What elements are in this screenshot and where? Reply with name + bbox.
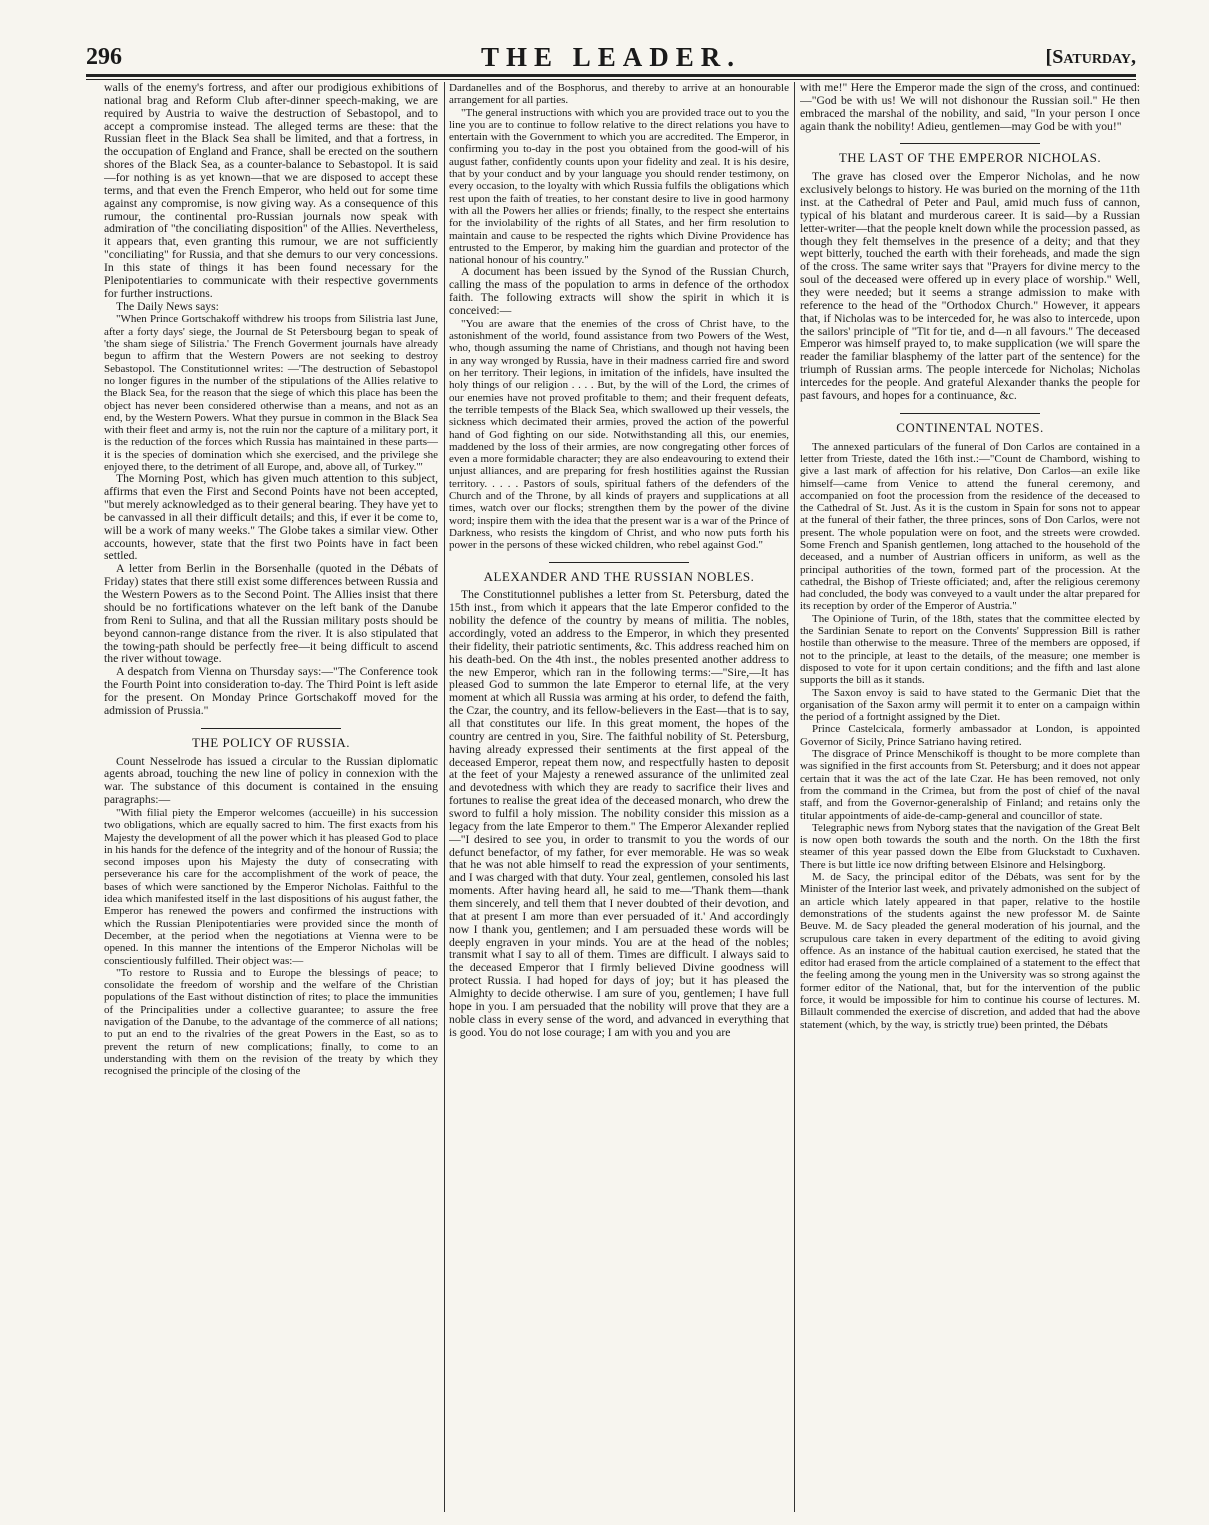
quoted-paragraph: "When Prince Gortschakoff withdrew his troops from Silistria last June, after a forty days' siege, the Journal de St Petersbourg began to speak of 'the sham siege of Silistria.' The French Goverment journals have already begun to affirm that the Western Powers are not seeking to destroy Sebastopol. The Constitutionnel writes: —'The destruction of Sebastopol no longer figures in the number of the stipulations of the Allies relative to the Black Sea, for the reason that the siege of which this place has been the object has never been considered otherwise than a means, and not as an end, by the Western Powers. What they pursue in common in the Black Sea with their fleet and army is, not the ruin nor the capture of a military port, it is the reduction of the forces which Russia has maintained in these parts—it is the species of domination which she exercised, and the privilege she enjoyed there, to the detriment of all Europe, and, above all, of Turkey.'": [104, 313, 438, 474]
section-rule: [900, 413, 1040, 414]
paragraph: Prince Castelcicala, formerly ambassador at London, is appointed Governor of Sicily, Prince Satriano having retired.: [800, 723, 1140, 748]
quoted-paragraph: "The general instructions with which you are provided trace out to you the line you are to continue to follow relative to the direct relations you have to entertain with the Government to which you are accredited. The Emperor, in confirming you to-day in the post you obtained from the good-will of his august father, confidently counts upon your fidelity and zeal. It is his desire, that by your conduct and by your language you should render testimony, on every occasion, to the loyalty with which Russia fulfils the obligations which rest upon the faith of treaties, to her constant desire to live in good harmony with all the Powers her allies or friends; finally, to the respect she entertains for the inviolability of the rights of all States, and her firm resolution to maintain and cause to be respected the rights which Divine Providence has entrusted to the Emperor, by making him the guardian and protector of the national honour of his country.": [449, 106, 789, 267]
paragraph: The Opinione of Turin, of the 18th, states that the committee elected by the Sardinian Senate to report on the Convents' Suppression Bill is rather hostile than otherwise to the measure. Three of the members are opposed, if not to the principle, at least to the details, of the measure; one member is disposed to vote for it upon certain conditions; and the fifth and last alone supports the bill as it stands.: [800, 612, 1140, 687]
quoted-paragraph: "To restore to Russia and to Europe the blessings of peace; to consolidate the freedom of worship and the welfare of the Christian populations of the East without distinction of rites; to place the immunities of the Principalities under a collective guarantee; to assure the free navigation of the Danube, to the advantage of the commerce of all nations; to put an end to the rivalries of the great Powers in the East, so as to prevent the return of new complications; finally, to come to an understanding with them on the revision of the treaty by which they recognised the principle of the closing of the: [104, 966, 438, 1078]
paragraph: A letter from Berlin in the Borsenhalle (quoted in the Débats of Friday) states that there still exist some differences between Russia and the Western Powers as to the Second Point. The Allies insist that there should be no fortifications whatever on the left bank of the Danube from Reni to Sulina, and that all the Russian military posts should be beyond cannon-range distance from the river. It is also stipulated that the towing-path should be perfectly free—it being difficult to ascend the river without towage.: [104, 562, 438, 666]
section-heading: THE POLICY OF RUSSIA.: [191, 734, 351, 750]
paragraph: The Daily News says:: [116, 299, 219, 313]
column-divider: [794, 82, 795, 1512]
paragraph: M. de Sacy, the principal editor of the Débats, was sent for by the Minister of the Interior last week, and privately admonished on the subject of an article which lately appeared in that paper, relative to the hostile demonstrations of the students against the new professor M. de Sainte Beuve. M. de Sacy pleaded the general moderation of his journal, and the scrupulous care taken in every department of the editing to avoid giving offence. As an instance of the habitual caution exercised, he stated that the editor had erased from the article complained of a statement to the effect that the feeling among the young men in the University was so strong against the former editor of the National, that, but for the intervention of the public force, it would be impossible for him to continue his course of lectures. M. Billault commended the exercise of discretion, and added that had the above statement (which, by the way, is strictly true) been printed, the Débats: [800, 871, 1140, 1031]
paragraph: Telegraphic news from Nyborg states that the navigation of the Great Belt is now open both towards the south and the north. On the 18th the first steamer of this year passed down the Elbe from Gluckstadt to Cuxhaven. There is but little ice now drifting between Elsinore and Helsingborg.: [800, 821, 1140, 871]
paragraph: The Saxon envoy is said to have stated to the Germanic Diet that the organisation of the Saxon army will permit it to enter on a campaign within the period of a fortnight assigned by the Diet.: [800, 686, 1140, 724]
paragraph: A despatch from Vienna on Thursday says:—"The Conference took the Fourth Point into consideration to-day. The Third Point is left aside for the present. On Monday Prince Gortschakoff moved for the admission of Prussia.": [104, 665, 438, 717]
paragraph: with me!" Here the Emperor made the sign of the cross, and continued:—"God be with us! We will not dishonour the Russian soil." He then embraced the marshal of the nobility, and said, "In your person I once again thank the nobility! Adieu, gentlemen—may God be with you!": [800, 82, 1140, 133]
paragraph: The disgrace of Prince Menschikoff is thought to be more complete than was signified in the first accounts from St. Petersburg; and it does not appear certain that it was the act of the late Czar. He has been removed, not only from the command in the Crimea, but from the post of chief of the naval staff, and from the Governor-generalship of Finland; and retains only the titular appointments of aide-de-camp-general and councillor of state.: [800, 748, 1140, 822]
paragraph: A document has been issued by the Synod of the Russian Church, calling the mass of the population to arms in defence of the orthodox faith. The following extracts will show the spirit in which it is conceived:—: [449, 265, 789, 318]
section-heading: THE LAST OF THE EMPEROR NICHOLAS.: [838, 150, 1102, 166]
paragraph: The grave has closed over the Emperor Nicholas, and he now exclusively belongs to history. He was buried on the morning of the 11th inst. at the Cathedral of Peter and Paul, amid much fuss of cannon, typical of his blatant and murderous career. It is said—by a Russian letter-writer—that the people knelt down while the procession passed, as though they felt themselves in the presence of a deity; and that they wept bitterly, touched the earth with their foreheads, and made the sign of the cross. The same writer says that "Prayers for divine mercy to the soul of the deceased were offered up in every place of worship." Well, they were needed; but it seems a strange admission to make with reference to the head of the "Orthodox Church." However, it appears that, if Nicholas was to be interceded for, he was also to intercede, upon the sailors' principle of "Tit for tie, and d—n all favours." The deceased Emperor was himself prayed to, to make supplication (we will spare the reader the familiar blasphemy of the latter part of the sentence) for the triumph of Russian arms. The people intercede for Nicholas; Nicholas intercedes for the people. And grateful Alexander thanks the people for past favours, and hopes for a continuance, &c.: [800, 170, 1140, 402]
masthead: [86, 42, 1136, 76]
paragraph: The Morning Post, which has given much attention to this subject, affirms that even the First and Second Points have not been accepted, "but merely acknowledged as to their general bearing. They have yet to be canvassed in all their difficult details; and this, if ever it be come to, will be a work of many weeks." The Globe takes a similar view. Other accounts, however, state that the first two Points have in fact been settled.: [104, 472, 438, 563]
quoted-paragraph: "You are aware that the enemies of the cross of Christ have, to the astonishment of the world, found assistance from two Powers of the West, who, though assuming the name of Christians, and though not having been in any way wronged by Russia, have in their madness carried fire and sword on her territory. Their legions, in imitation of the infidels, have insulted the holy things of our religion . . . . But, by the will of the Lord, the crimes of our enemies have not proved profitable to them; and their frequent defeats, the terrible tempests of the Black Sea, which swallowed up their vessels, the sickness which decimated their armies, proved the action of the powerful hand of God fighting on our side. Notwithstanding all this, our enemies, maddened by the loss of their armies, are now congregating other forces of even a more formidable character; they are also endeavouring to extend their unjust alliances, and are preparing for fresh hostilities against the Russian territory. . . . . Pastors of souls, spiritual fathers of the defenders of the Church and of the Throne, by all kinds of prayers and supplications at all times, watch over our flocks; strengthen them by the power of the divine word; inspire them with the idea that the present war is a war of the Prince of Darkness, who resists the kingdom of Christ, and who now puts forth his power in the persons of these wicked children, who rebel against God.": [449, 317, 789, 552]
section-rule: [900, 143, 1040, 144]
paragraph: Count Nesselrode has issued a circular to the Russian diplomatic agents abroad, touching the new line of policy in connexion with the war. The substance of this document is contained in the ensuing paragraphs:—: [104, 754, 438, 807]
paragraph: walls of the enemy's fortress, and after our prodigious exhibitions of national brag and Reform Club after-dinner speech-making, we are required by Austria to waive the destruction of Sebastopol, and to accept a compromise instead. The alleged terms are these: that the Russian fleet in the Black Sea shall be limited, and that a fortress, in the occupation of England and France, shall be erected on the southern shores of the Black Sea, as a counter-balance to Sebastopol. It is said—for nothing is as yet known—that we are disposed to accept these terms, and that even the French Emperor, who held out for some time against any compromise, is now giving way. As a consequence of this rumour, the continental pro-Russian journals now speak with admiration of "the conciliating disposition" of the Allies. Nevertheless, it appears that, even granting this rumour, we are not sufficiently "conciliating" for Russia, and that she demurs to our very concessions. In this state of things it has been found necessary for the Plenipotentiaries to communicate with their respective governments for further instructions.: [104, 82, 438, 300]
newspaper-title: THE LEADER.: [480, 42, 742, 72]
section-rule: [549, 562, 689, 563]
quoted-paragraph: Dardanelles and of the Bosphorus, and thereby to arrive at an honourable arrangement for all parties.: [449, 82, 789, 107]
column-2: [449, 82, 789, 1512]
masthead-rule: [86, 74, 1136, 80]
section-heading: CONTINENTAL NOTES.: [896, 419, 1044, 435]
issue-day: [Saturday,: [1045, 46, 1136, 68]
paragraph: The annexed particulars of the funeral of Don Carlos are contained in a letter from Trieste, dated the 16th inst.:—"Count de Chambord, wishing to give a last mark of affection for his relative, Don Carlos—an exile like himself—came from Venice to attend the funeral ceremony, and accompanied on foot the procession from the residence of the deceased to the Cathedral of St. Just. As it is the custom in Spain for sons not to appear at the funeral of their father, the three princes, sons of Don Carlos, were not present. The whole population were on foot, and the streets were crowded. Some French and Spanish gentlemen, long attached to the household of the deceased, and a number of Austrian officers in uniform, as well as the principal authorities of the town, formed part of the procession. At the cathedral, the Bishop of Trieste officiated; and, after the religious ceremony had concluded, the body was conveyed to a vault under the altar prepared for its reception by order of the Emperor of Austria.": [800, 440, 1140, 613]
column-1: [104, 82, 438, 1512]
page-number: 296: [86, 44, 122, 70]
paragraph: The Constitutionnel publishes a letter from St. Petersburg, dated the 15th inst., from which it appears that the late Emperor confided to the nobility the defence of the country by means of militia. The nobles, accordingly, voted an address to the Emperor, in which they presented their fidelity, their patriotic sentiments, &c. This address reached him on his death-bed. On the 4th inst., the nobles presented another address to the new Emperor, which ran in the following terms:—"Sire,—It has pleased God to summon the late Emperor to eternal life, at the very moment at which all Russia was arming at his order, to defend the faith, the Czar, the country, and its fellow-believers in the East—that is to say, all that constitutes our life. In this great moment, the hopes of the country are centred in you, Sire. The faithful nobility of St. Petersburg, having already expressed their sentiments at the first appeal of the deceased Emperor, repeat them now, and respectfully hasten to deposit at the feet of your Majesty a renewed assurance of the unlimited zeal and devotedness with which they are ready to sacrifice their lives and fortunes to realise the great idea of the deceased monarch, who drew the sword to fulfil a holy mission. The nobility consider this mission as a legacy from the late Emperor to them." The Emperor Alexander replied—"I desired to see you, in order to transmit to you the words of our defunct benefactor, of my father, for ever memorable. He was so weak that he was not able himself to read the expression of your sentiments, and I was charged with that duty. Your zeal, gentlemen, consoled his last moments. After having heard all, he said to me—'Thank them—thank them sincerely, and tell them that I never doubted of their devotion, and that at present I am more than ever persuaded of it.' And accordingly now I thank you, gentlemen; and I am persuaded these words will be deeply engraven in your minds. You are at the head of the nobles; transmit what I say to all of them. Times are difficult. I always said to the deceased Emperor that I firmly believed Divine goodness will protect Russia. I had hoped for days of joy; but it has pleased the Almighty to decide otherwise. I am sure of you, gentlemen; I have full hope in you. I am persuaded that the nobility will prove that they are a noble class in every sense of the word, and advanced in everything that is good. You do not lose courage; I am with you and you are: [449, 588, 789, 1039]
section-heading: ALEXANDER AND THE RUSSIAN NOBLES.: [483, 568, 755, 584]
column-divider: [444, 82, 445, 1512]
column-3: [800, 82, 1140, 1512]
section-rule: [201, 728, 341, 729]
quoted-paragraph: "With filial piety the Emperor welcomes (accueille) in his succession two obligations, which are equally sacred to him. The first exacts from his Majesty the development of all the power which it has pleased God to place in his hands for the defence of the integrity and of the honour of Russia; the second imposes upon his Majesty the duty of consecrating with perseverance his care for the accomplishment of the work of peace, the bases of which were sanctioned by the Emperor Nicholas. Faithful to the idea which manifested itself in the last dispositions of his august father, the Emperor has renewed the powers and confirmed the instructions with which the Russian Plenipotentiaries were provided since the month of December, at the period when the negotiations at Vienna were to be opened. In this manner the intentions of the Emperor Nicholas will be conscientiously fulfilled. Their object was:—: [104, 806, 438, 967]
